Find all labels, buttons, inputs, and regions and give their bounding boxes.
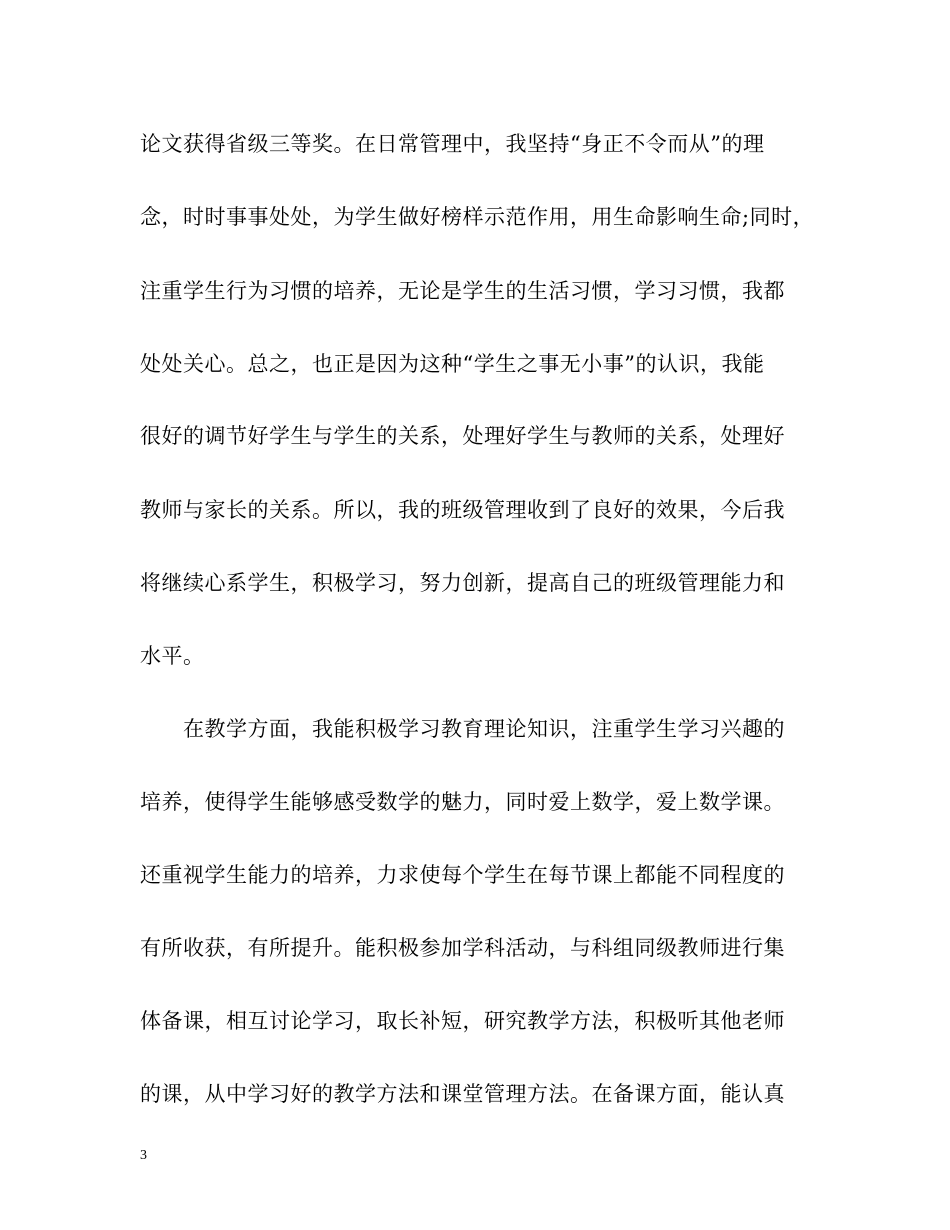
text-line: 培养，使得学生能够感受数学的魅力，同时爱上数学，爱上数学课。 (140, 790, 785, 814)
text-line: 有所收获，有所提升。能积极参加学科活动，与科组同级教师进行集 (140, 936, 785, 960)
text-line: 教师与家长的关系。所以，我的班级管理收到了良好的效果，今后我 (140, 498, 785, 522)
text-line: 念，时时事事处处，为学生做好榜样示范作用，用生命影响生命;同时， (140, 205, 815, 229)
text-line: 处处关心。总之，也正是因为这种“学生之事无小事”的认识，我能 (140, 352, 765, 376)
text-line: 将继续心系学生，积极学习，努力创新，提高自己的班级管理能力和 (140, 571, 785, 595)
text-line: 在教学方面，我能积极学习教育理论知识，注重学生学习兴趣的 (140, 717, 785, 741)
text-line: 体备课，相互讨论学习，取长补短，研究教学方法，积极听其他老师 (140, 1009, 785, 1033)
text-line: 论文获得省级三等奖。在日常管理中，我坚持“身正不令而从”的理 (140, 132, 765, 156)
page-number: 3 (140, 1148, 147, 1163)
text-line: 还重视学生能力的培养，力求使每个学生在每节课上都能不同程度的 (140, 863, 785, 887)
text-line: 很好的调节好学生与学生的关系，处理好学生与教师的关系，处理好 (140, 424, 785, 448)
text-line: 的课，从中学习好的教学方法和课堂管理方法。在备课方面，能认真 (140, 1082, 785, 1106)
text-line: 水平。 (140, 644, 205, 668)
text-line: 注重学生行为习惯的培养，无论是学生的生活习惯，学习习惯，我都 (140, 279, 785, 303)
